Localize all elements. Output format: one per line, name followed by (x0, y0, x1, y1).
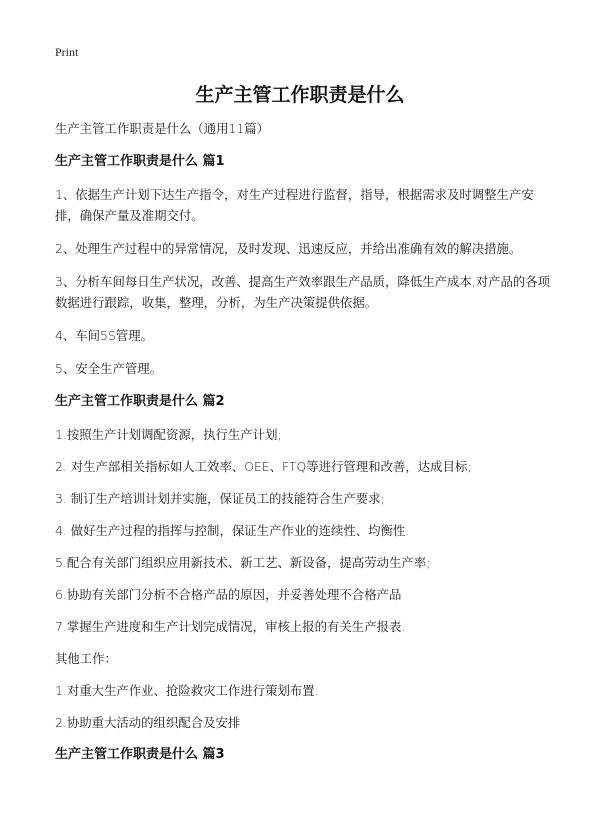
print-link[interactable]: Print (55, 45, 79, 59)
section-2-item-7: 7.掌握生产进度和生产计划完成情况，审核上报的有关生产报表. (55, 619, 406, 634)
section-2-item-6: 6.协助有关部门分析不合格产品的原因，并妥善处理不合格产品 (55, 587, 402, 602)
section-1-item-5: 5、安全生产管理。 (55, 361, 163, 376)
section-1-item-1: 1、依据生产计划下达生产指令，对生产过程进行监督，指导，根据需求及时调整生产安排，确保产量及准期交付。 (55, 187, 534, 223)
other-work-item-1: 1.对重大生产作业、抢险救灾工作进行策划布置. (55, 683, 319, 698)
section-2-item-5: 5.配合有关部门组织应用新技术、新工艺、新设备，提高劳动生产率; (55, 555, 431, 570)
other-work-label: 其他工作： (55, 651, 117, 666)
other-work-item-2: 2.协助重大活动的组织配合及安排 (55, 715, 241, 730)
article-body (55, 118, 555, 777)
section-1-item-3: 3、分析车间每日生产状况，改善、提高生产效率跟生产品质，降低生产成本,对产品的各项数据进行跟踪，收集，整理，分析，为生产决策提供依据。 (55, 274, 551, 310)
section-heading-3: 生产主管工作职责是什么 篇3 (55, 747, 225, 762)
section-2-item-2: 2. 对生产部相关指标如人工效率、OEE、FTQ等进行管理和改善，达成目标; (55, 459, 472, 474)
page-title: 生产主管工作职责是什么 (195, 84, 405, 106)
intro-text: 生产主管工作职责是什么（通用11篇） (55, 121, 270, 136)
section-2-item-4: 4. 做好生产过程的指挥与控制，保证生产作业的连续性、均衡性. (55, 523, 410, 538)
section-1-item-2: 2、处理生产过程中的异常情况，及时发现、迅速反应，并给出准确有效的解决措施。 (55, 241, 522, 256)
section-2-item-3: 3. 制订生产培训计划并实施，保证员工的技能符合生产要求; (55, 491, 385, 506)
section-1-item-4: 4、车间5S管理。 (55, 328, 153, 343)
section-2-item-1: 1.按照生产计划调配资源，执行生产计划; (55, 427, 282, 442)
section-heading-1: 生产主管工作职责是什么 篇1 (55, 154, 225, 169)
section-heading-2: 生产主管工作职责是什么 篇2 (55, 394, 225, 409)
